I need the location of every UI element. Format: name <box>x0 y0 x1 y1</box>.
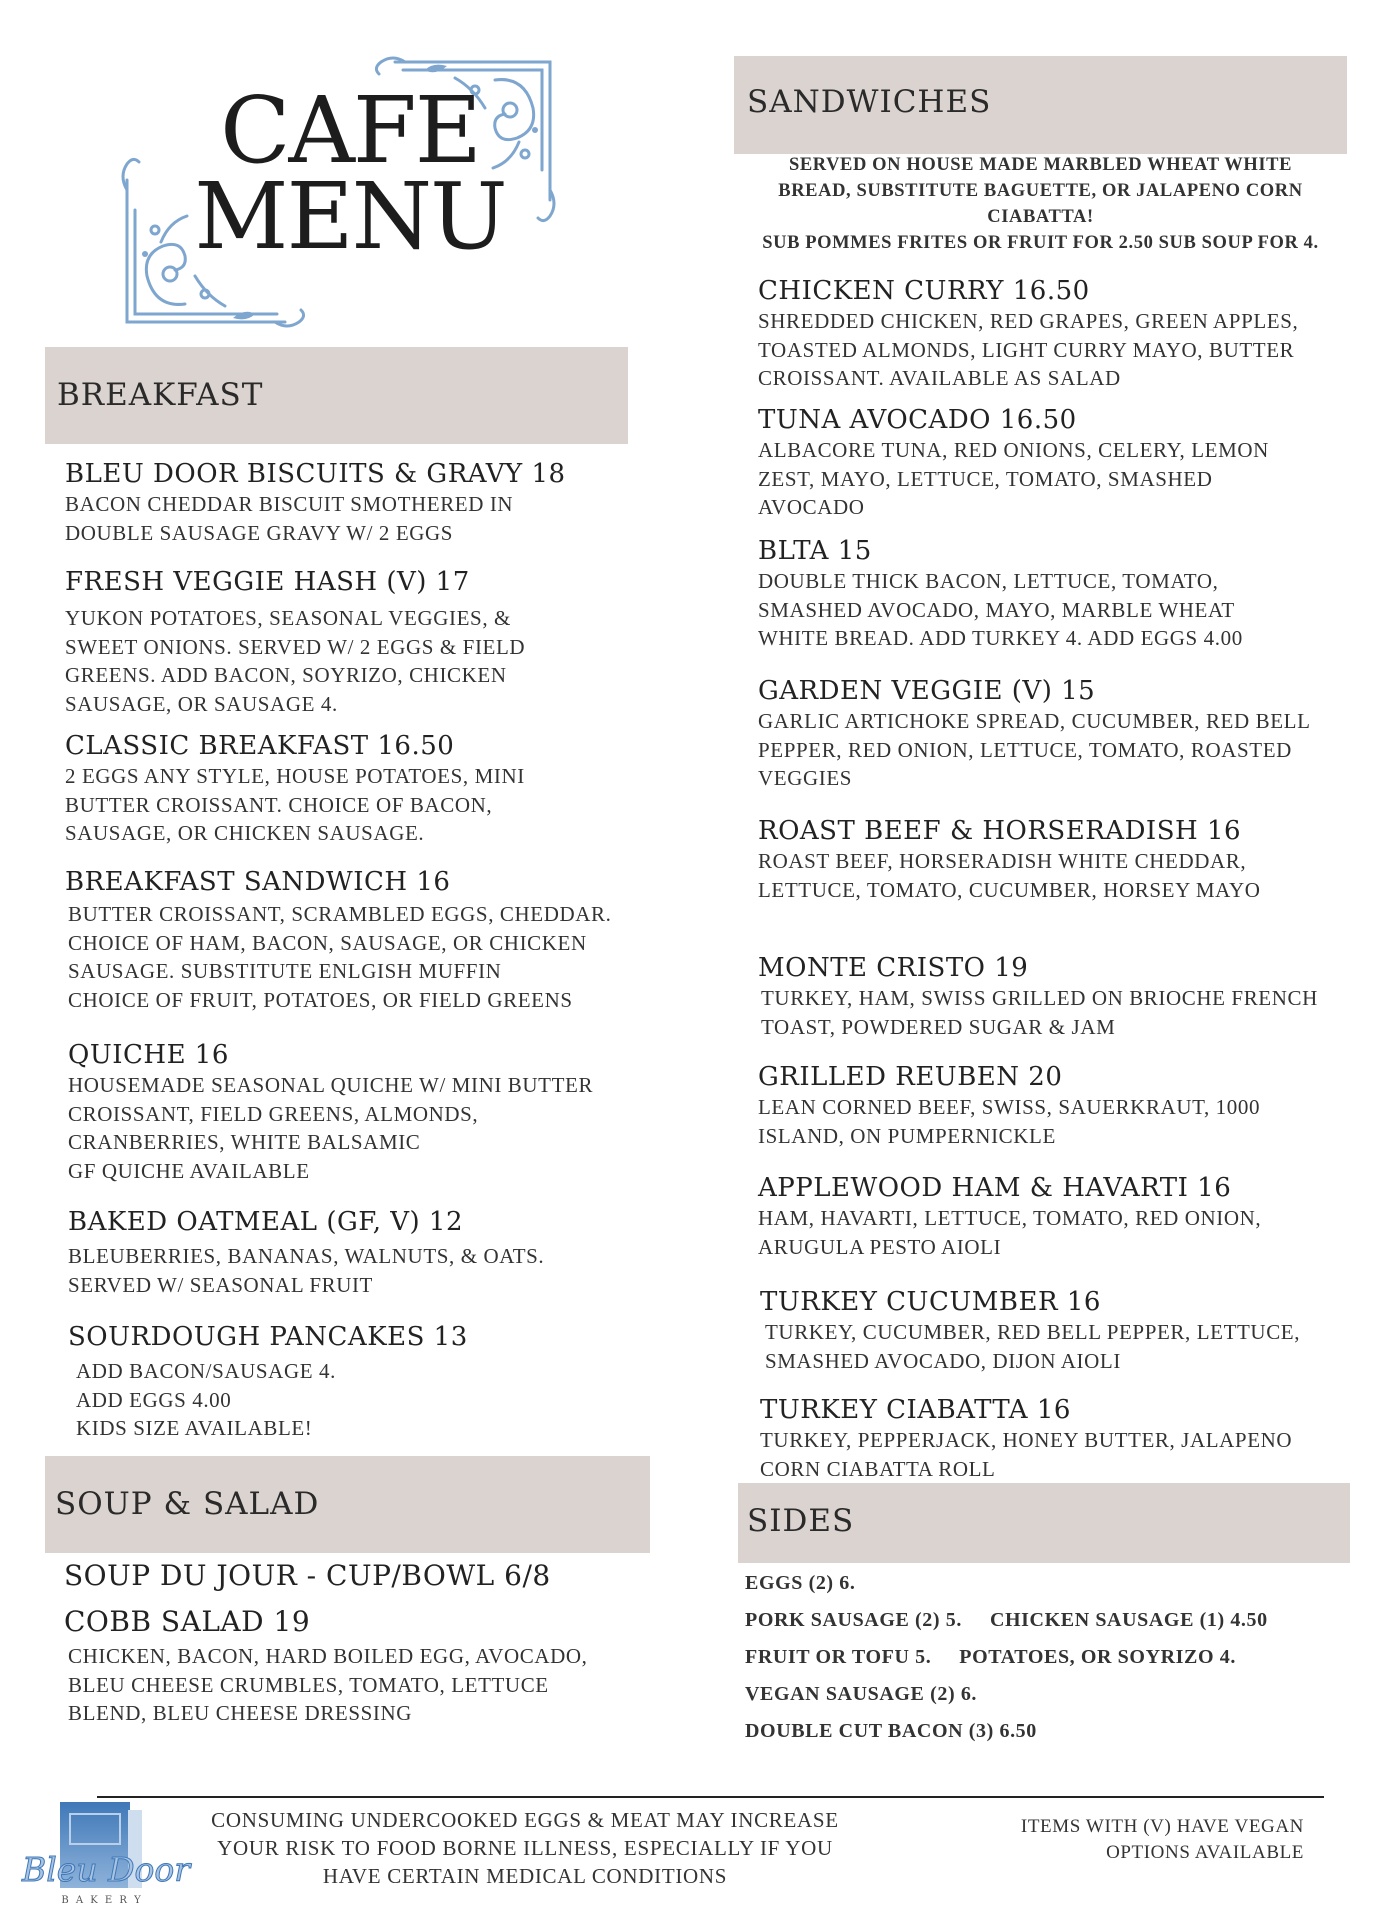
sandwich-item <box>758 675 1311 793</box>
sandwich-item <box>758 815 1261 904</box>
sides-line: FRUIT OR TOFU 5. POTATOES, OR SOYRIZO 4. <box>745 1646 1236 1668</box>
item-name: GRILLED REUBEN 20 <box>758 1062 1063 1092</box>
item-description: BUTTER CROISSANT, SCRAMBLED EGGS, CHEDDAR. CHOICE OF HAM, BACON, SAUSAGE, OR CHICKEN SAUSAGE. SUBSTITUTE ENLGISH MUFFIN CHOICE OF FRUIT, POTATOES, OR FIELD GREENS <box>68 902 612 1012</box>
breakfast-item <box>65 866 611 1014</box>
bakery-logo <box>20 1800 191 1915</box>
item-description: ROAST BEEF, HORSERADISH WHITE CHEDDAR, LETTUCE, TOMATO, CUCUMBER, HORSEY MAYO <box>758 849 1261 902</box>
sides-line: DOUBLE CUT BACON (3) 6.50 <box>745 1720 1037 1742</box>
breakfast-item <box>68 1321 468 1443</box>
item-description: TURKEY, HAM, SWISS GRILLED ON BRIOCHE FRENCH TOAST, POWDERED SUGAR & JAM <box>761 986 1318 1039</box>
item-description: ADD BACON/SAUSAGE 4. ADD EGGS 4.00 KIDS SIZE AVAILABLE! <box>76 1359 336 1440</box>
item-description: TURKEY, PEPPERJACK, HONEY BUTTER, JALAPENO CORN CIABATTA ROLL <box>760 1428 1293 1481</box>
item-name: COBB SALAD 19 <box>64 1605 311 1638</box>
breakfast-item <box>65 566 525 718</box>
sandwich-item <box>758 1172 1261 1261</box>
sandwich-item <box>760 1394 1292 1483</box>
item-name: TUNA AVOCADO 16.50 <box>758 405 1077 435</box>
item-name: TURKEY CUCUMBER 16 <box>760 1287 1101 1317</box>
item-name: BLTA 15 <box>758 536 872 566</box>
item-name: BREAKFAST SANDWICH 16 <box>65 867 451 897</box>
sides-line: PORK SAUSAGE (2) 5. CHICKEN SAUSAGE (1) 4.50 <box>745 1609 1268 1631</box>
item-name: QUICHE 16 <box>68 1040 229 1070</box>
page-title <box>170 77 530 270</box>
item-name: CLASSIC BREAKFAST 16.50 <box>65 731 455 761</box>
breakfast-item <box>65 730 525 848</box>
item-name: MONTE CRISTO 19 <box>758 953 1029 983</box>
item-name: SOURDOUGH PANCAKES 13 <box>68 1322 468 1352</box>
item-description: HOUSEMADE SEASONAL QUICHE W/ MINI BUTTER CROISSANT, FIELD GREENS, ALMONDS, CRANBERRIES, WHITE BALSAMIC GF QUICHE AVAILABLE <box>68 1073 594 1183</box>
soup-item-name: SOUP DU JOUR - CUP/BOWL 6/8 <box>64 1559 551 1592</box>
item-description: HAM, HAVARTI, LETTUCE, TOMATO, RED ONION, ARUGULA PESTO AIOLI <box>758 1206 1262 1259</box>
item-name: CHICKEN CURRY 16.50 <box>758 276 1090 306</box>
item-description: LEAN CORNED BEEF, SWISS, SAUERKRAUT, 1000 ISLAND, ON PUMPERNICKLE <box>758 1095 1261 1148</box>
section-title-sandwiches: SANDWICHES <box>747 84 992 120</box>
sandwich-item <box>758 1061 1260 1150</box>
sandwiches-intro: SERVED ON HOUSE MADE MARBLED WHEAT WHITE BREAD, SUBSTITUTE BAGUETTE, OR JALAPENO CORN CIABATTA! SUB POMMES FRITES OR FRUIT FOR 2.50 SUB SOUP FOR 4. <box>762 155 1319 253</box>
sandwich-item <box>758 535 1243 653</box>
item-description: TURKEY, CUCUMBER, RED BELL PEPPER, LETTUCE, SMASHED AVOCADO, DIJON AIOLI <box>765 1320 1301 1373</box>
section-title-soup-salad: SOUP & SALAD <box>55 1486 320 1522</box>
item-description: BACON CHEDDAR BISCUIT SMOTHERED IN DOUBLE SAUSAGE GRAVY W/ 2 EGGS <box>65 492 514 545</box>
item-name: BAKED OATMEAL (GF, V) 12 <box>68 1207 464 1237</box>
sandwich-item <box>758 952 1318 1041</box>
sides-line: VEGAN SAUSAGE (2) 6. <box>745 1683 978 1705</box>
item-name: GARDEN VEGGIE (V) 15 <box>758 676 1096 706</box>
item-description: YUKON POTATOES, SEASONAL VEGGIES, & SWEET ONIONS. SERVED W/ 2 EGGS & FIELD GREENS. ADD BACON, SOYRIZO, CHICKEN SAUSAGE, OR SAUSAGE 4. <box>65 606 526 716</box>
item-description: ALBACORE TUNA, RED ONIONS, CELERY, LEMON ZEST, MAYO, LETTUCE, TOMATO, SMASHED AVOCADO <box>758 438 1269 519</box>
sandwich-item <box>758 404 1269 522</box>
breakfast-item <box>65 458 566 547</box>
item-name: ROAST BEEF & HORSERADISH 16 <box>758 816 1242 846</box>
item-description: SHREDDED CHICKEN, RED GRAPES, GREEN APPLES, TOASTED ALMONDS, LIGHT CURRY MAYO, BUTTER CROISSANT. AVAILABLE AS SALAD <box>758 309 1299 390</box>
section-title-sides: SIDES <box>747 1503 855 1539</box>
item-description: GARLIC ARTICHOKE SPREAD, CUCUMBER, RED BELL PEPPER, RED ONION, LETTUCE, TOMATO, ROASTED VEGGIES <box>758 709 1311 790</box>
logo-name: Bleu Door <box>22 1850 191 1889</box>
sandwich-item <box>760 1286 1300 1375</box>
sides-line: EGGS (2) 6. <box>745 1572 856 1594</box>
item-description: DOUBLE THICK BACON, LETTUCE, TOMATO, SMASHED AVOCADO, MAYO, MARBLE WHEAT WHITE BREAD. ADD TURKEY 4. ADD EGGS 4.00 <box>758 569 1243 650</box>
vegan-note: ITEMS WITH (V) HAVE VEGAN OPTIONS AVAILABLE <box>1020 1816 1304 1863</box>
item-description: BLEUBERRIES, BANANAS, WALNUTS, & OATS. SERVED W/ SEASONAL FRUIT <box>68 1244 545 1297</box>
section-title-breakfast: BREAKFAST <box>57 377 264 413</box>
item-description: CHICKEN, BACON, HARD BOILED EGG, AVOCADO, BLEU CHEESE CRUMBLES, TOMATO, LETTUCE BLEND, BLEU CHEESE DRESSING <box>68 1644 588 1725</box>
title-line-2: MENU <box>194 163 506 270</box>
logo-subtitle: B A K E R Y <box>61 1895 143 1906</box>
title-line-1: CAFE <box>220 77 480 184</box>
item-name: FRESH VEGGIE HASH (V) 17 <box>65 567 470 597</box>
footer-divider <box>97 1796 1324 1798</box>
breakfast-item <box>68 1039 593 1185</box>
breakfast-item <box>68 1206 544 1299</box>
item-name: APPLEWOOD HAM & HAVARTI 16 <box>758 1173 1232 1203</box>
food-safety-warning: CONSUMING UNDERCOOKED EGGS & MEAT MAY INCREASE YOUR RISK TO FOOD BORNE ILLNESS, ESPECIALLY IF YOU HAVE CERTAIN MEDICAL CONDITIONS <box>211 1808 839 1888</box>
item-name: BLEU DOOR BISCUITS & GRAVY 18 <box>65 459 566 489</box>
item-description: 2 EGGS ANY STYLE, HOUSE POTATOES, MINI BUTTER CROISSANT. CHOICE OF BACON, SAUSAGE, OR CHICKEN SAUSAGE. <box>65 764 525 845</box>
item-name: TURKEY CIABATTA 16 <box>760 1395 1071 1425</box>
sandwich-item <box>758 275 1298 393</box>
salad-item <box>64 1606 587 1728</box>
